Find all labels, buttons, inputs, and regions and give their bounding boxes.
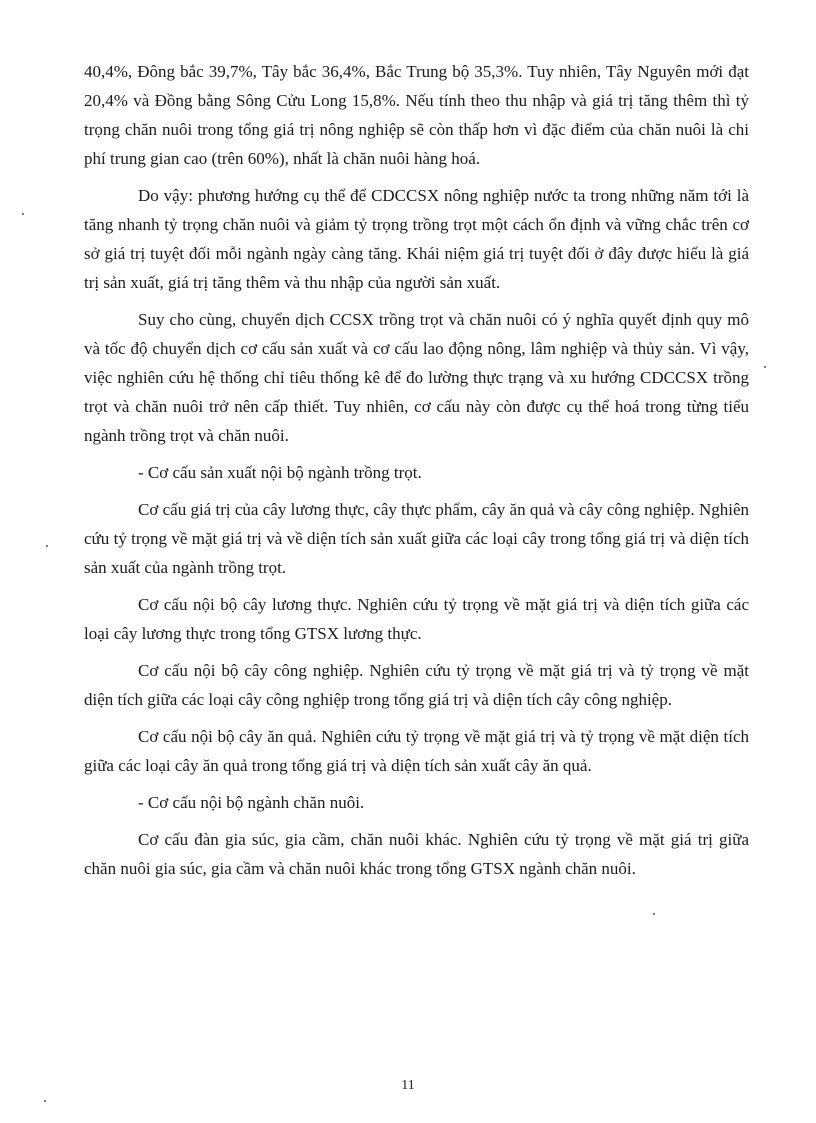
page-number: 11 xyxy=(401,1078,415,1093)
scan-speck xyxy=(46,545,48,547)
paragraph-crop-value-structure: Cơ cấu giá trị của cây lương thực, cây thực phẩm, cây ăn quả và cây công nghiệp. Nghiên cứu tỷ trọng về mặt giá trị và về diện tích sản xuất giữa các loại cây trong tổng giá trị và diện tích sản xuất của ngành trồng trọt. xyxy=(84,500,749,577)
paragraph-structural-shift-importance: Suy cho cùng, chuyển dịch CCSX trồng trọt và chăn nuôi có ý nghĩa quyết định quy mô và tốc độ chuyển dịch cơ cấu sản xuất và cơ cấu lao động nông, lâm nghiệp và thủy sản. Vì vậy, việc nghiên cứu hệ thống chỉ tiêu thống kê để đo lường thực trạng và xu hướng CDCCSX trồng trọt và chăn nuôi trở nên cấp thiết. Tuy nhiên, cơ cấu này còn được cụ thể hoá trong từng tiểu ngành trồng trọt và chăn nuôi. xyxy=(84,310,749,445)
document-page xyxy=(84,57,749,883)
paragraph-development-direction: Do vậy: phương hướng cụ thể để CDCCSX nông nghiệp nước ta trong những năm tới là tăng nhanh tỷ trọng chăn nuôi và giảm tỷ trọng trồng trọt một cách ổn định và vững chắc trên cơ sở giá trị tuyệt đối mỗi ngành ngày càng tăng. Khái niệm giá trị tuyệt đối ở đây được hiểu là giá trị sản xuất, giá trị tăng thêm và thu nhập của người sản xuất. xyxy=(84,186,749,292)
scan-speck xyxy=(44,1100,46,1102)
scan-speck xyxy=(653,913,655,915)
heading-crop-structure: - Cơ cấu sản xuất nội bộ ngành trồng trọt. xyxy=(138,463,422,482)
heading-livestock-structure: - Cơ cấu nội bộ ngành chăn nuôi. xyxy=(138,793,365,812)
scan-speck xyxy=(22,213,24,215)
paragraph-regional-livestock-share: 40,4%, Đông bắc 39,7%, Tây bắc 36,4%, Bắc Trung bộ 35,3%. Tuy nhiên, Tây Nguyên mới đạt 20,4% và Đồng bằng Sông Cửu Long 15,8%. Nếu tính theo thu nhập và giá trị tăng thêm thì tỷ trọng chăn nuôi trong tổng giá trị nông nghiệp sẽ còn thấp hơn vì đặc điểm của chăn nuôi là chi phí trung gian cao (trên 60%), nhất là chăn nuôi hàng hoá. xyxy=(84,62,749,168)
scan-speck xyxy=(764,366,766,368)
paragraph-food-crop-structure: Cơ cấu nội bộ cây lương thực. Nghiên cứu tỷ trọng về mặt giá trị và diện tích giữa các loại cây lương thực trong tổng GTSX lương thực. xyxy=(84,595,749,643)
paragraph-livestock-herd-structure: Cơ cấu đàn gia súc, gia cầm, chăn nuôi khác. Nghiên cứu tỷ trọng về mặt giá trị giữa chăn nuôi gia súc, gia cầm và chăn nuôi khác trong tổng GTSX ngành chăn nuôi. xyxy=(84,830,749,878)
paragraph-industrial-crop-structure: Cơ cấu nội bộ cây công nghiệp. Nghiên cứu tỷ trọng về mặt giá trị và tỷ trọng về mặt diện tích giữa các loại cây công nghiệp trong tổng giá trị và diện tích cây công nghiệp. xyxy=(84,661,749,709)
paragraph-fruit-crop-structure: Cơ cấu nội bộ cây ăn quả. Nghiên cứu tỷ trọng về mặt giá trị và tỷ trọng về mặt diện tích giữa các loại cây ăn quả trong tổng giá trị và diện tích sản xuất cây ăn quả. xyxy=(84,727,749,775)
